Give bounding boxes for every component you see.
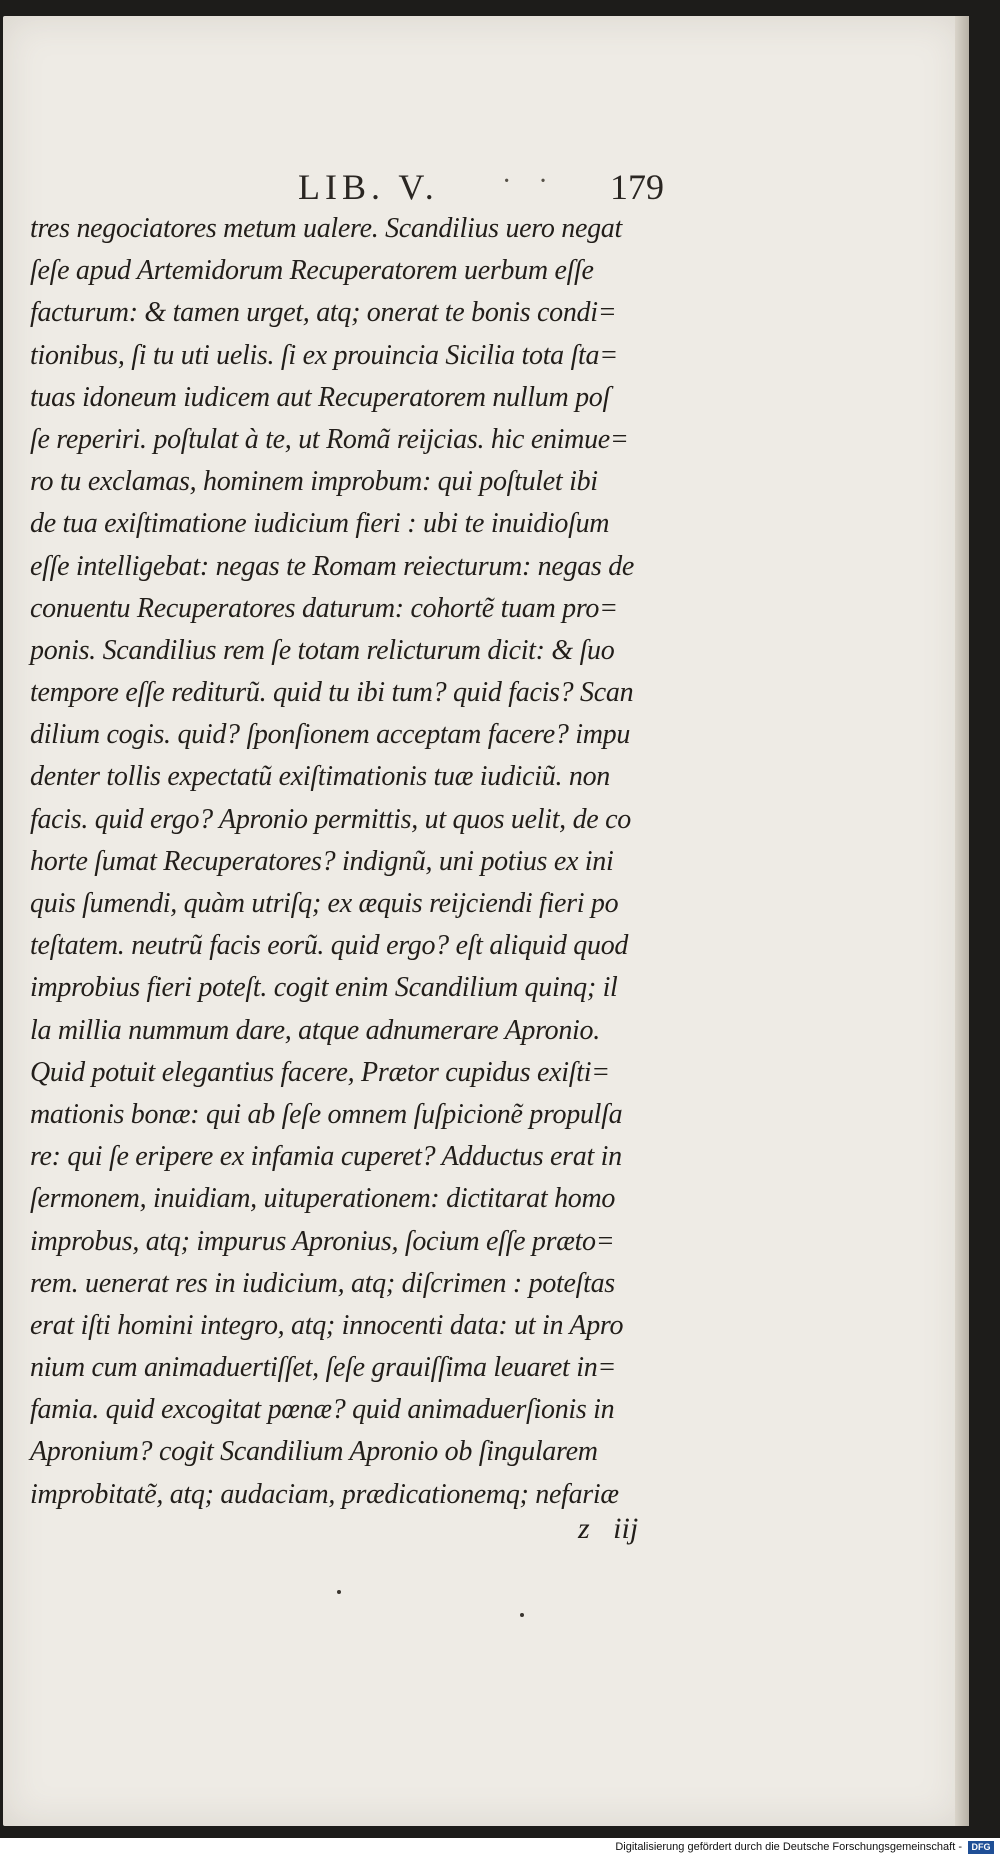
body-text — [30, 208, 720, 1516]
text-line: re: qui ſe eripere ex infamia cuperet? Adductus erat in — [30, 1141, 622, 1173]
text-line: facis. quid ergo? Apronio permittis, ut quos uelit, de co — [30, 803, 631, 835]
dfg-logo-icon: DFG — [968, 1841, 994, 1854]
page-edge-shadow — [955, 16, 969, 1826]
text-line: Apronium? cogit Scandilium Apronio ob ſingularem — [30, 1436, 598, 1468]
footer-credit: Digitalisierung gefördert durch die Deutsche Forschungsgemeinschaft - — [615, 1841, 962, 1853]
text-line: horte ſumat Recuperatores? indignũ, uni potius ex ini — [30, 845, 614, 877]
text-line: teſtatem. neutrũ facis eorũ. quid ergo? eſt aliquid quod — [30, 930, 629, 962]
text-line: tionibus, ſi tu uti uelis. ſi ex prouincia Sicilia tota ſta= — [30, 339, 618, 371]
text-line: conuentu Recuperatores daturum: cohortẽ tuam pro= — [30, 592, 618, 624]
text-line: de tua exiſtimatione iudicium fieri : ubi te inuidioſum — [30, 508, 610, 540]
signature-mark: z iij — [578, 1512, 639, 1545]
text-line: la millia nummum dare, atque adnumerare Apronio. — [30, 1014, 600, 1046]
text-line: improbius fieri poteſt. cogit enim Scandilium quinq; il — [30, 972, 618, 1004]
text-line: tuas idoneum iudicem aut Recuperatorem nullum poſ — [30, 381, 610, 413]
header-dots: · · — [502, 166, 558, 197]
text-line: eſſe intelligebat: negas te Romam reiecturum: negas de — [30, 550, 635, 582]
text-line: rem. uenerat res in iudicium, atq; diſcrimen : poteſtas — [30, 1267, 615, 1299]
text-line: improbitatẽ, atq; audaciam, prædicationemq; nefariæ — [30, 1478, 619, 1510]
text-line: ro tu exclamas, hominem improbum: qui poſtulet ibi — [30, 466, 598, 498]
text-line: ſe reperiri. poſtulat à te, ut Romã reijcias. hic enimue= — [30, 423, 629, 455]
text-line: tres negociatores metum ualere. Scandilius uero negat — [30, 213, 622, 244]
text-line: mationis bonæ: qui ab ſeſe omnem ſuſpicionẽ propulſa — [30, 1098, 623, 1130]
text-line: famia. quid excogitat pœnæ? quid animaduerſionis in — [30, 1394, 615, 1426]
text-line: nium cum animaduertiſſet, ſeſe grauiſſima leuaret in= — [30, 1352, 616, 1384]
text-line: dilium cogis. quid? ſponſionem acceptam facere? impu — [30, 719, 631, 751]
running-head: LIB. V. — [298, 167, 439, 207]
page-number: 179 — [610, 167, 664, 207]
digitization-footer — [0, 1838, 1000, 1858]
text-line: erat iſti homini integro, atq; innocenti data: ut in Apro — [30, 1309, 624, 1341]
text-line: ſermonem, inuidiam, uituperationem: dictitarat homo — [30, 1183, 616, 1215]
text-line: tempore eſſe rediturũ. quid tu ibi tum? quid facis? Scan — [30, 677, 634, 709]
text-line: quis ſumendi, quàm utriſq; ex æquis reijciendi fieri po — [30, 888, 619, 919]
ink-speck — [337, 1590, 341, 1594]
ink-speck — [520, 1613, 524, 1617]
text-line: facturum: & tamen urget, atq; onerat te bonis condi= — [30, 297, 617, 329]
text-line: denter tollis expectatũ exiſtimationis tuæ iudiciũ. non — [30, 761, 610, 793]
text-line: ponis. Scandilius rem ſe totam relicturum dicit: & ſuo — [30, 634, 615, 666]
text-line: Quid potuit elegantius facere, Prætor cupidus exiſti= — [30, 1056, 610, 1088]
text-line: improbus, atq; impurus Apronius, ſocium eſſe præto= — [30, 1225, 615, 1257]
text-line: ſeſe apud Artemidorum Recuperatorem uerbum eſſe — [30, 255, 594, 287]
